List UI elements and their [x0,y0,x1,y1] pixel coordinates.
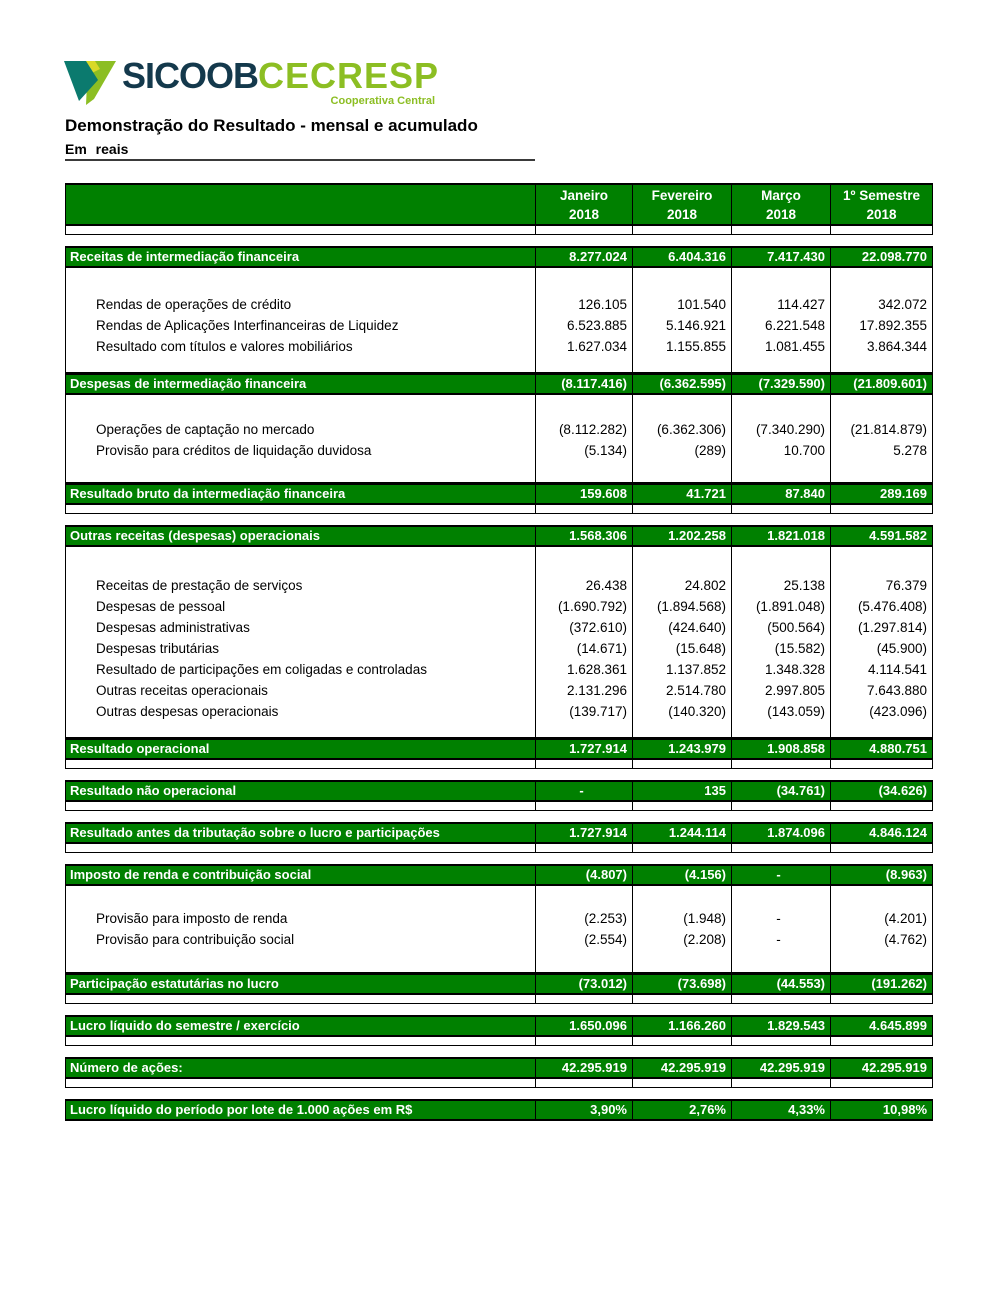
spacer-row [65,226,933,235]
row-label: Despesas de pessoal [96,599,226,614]
brand-cecresp: CECRESP [258,55,440,96]
spacer-row [65,760,933,769]
detail-block-receitas: Rendas de operações de crédito Rendas de Aplicações Interfinanceiras de Liquidez Resultado com títulos e valores mobiliários 126.105 6.523.885 1.627.034 101.540 5.146.921 1.155.855 114.427 6.221.548 1.081.455 342.072 17.892.355 3.864.344 [65,268,933,373]
row-label: Resultado de participações em coligadas e controladas [96,662,427,677]
section-row-outras-receitas-despesas: Outras receitas (despesas) operacionais 1.568.306 1.202.258 1.821.018 4.591.582 [65,525,933,547]
section-row-despesas-intermediacao: Despesas de intermediação financeira (8.117.416) (6.362.595) (7.329.590) (21.809.601) [65,373,933,395]
row-label: Outras receitas operacionais [96,683,268,698]
page-title: Demonstração do Resultado - mensal e acumulado [65,116,478,135]
row-label: Provisão para créditos de liquidação duvidosa [96,443,372,458]
row-label: Rendas de operações de crédito [96,297,292,312]
row-label: Operações de captação no mercado [96,422,315,437]
row-label: Despesas administrativas [96,620,250,635]
spacer-row [65,1037,933,1046]
section-row-imposto-renda: Imposto de renda e contribuição social (4.807) (4.156) - (8.963) [65,864,933,886]
row-label: Rendas de Aplicações Interfinanceiras de Liquidez [96,318,399,333]
sicoob-cecresp-logo [64,55,440,107]
section-row-receitas-intermediacao: Receitas de intermediação financeira 8.277.024 6.404.316 7.417.430 22.098.770 [65,246,933,268]
section-row-lucro-por-lote: Lucro líquido do período por lote de 1.000 ações em R$ 3,90% 2,76% 4,33% 10,98% [65,1099,933,1121]
row-label: Provisão para contribuição social [96,932,295,947]
detail-block-despesas: Operações de captação no mercado Provisão para créditos de liquidação duvidosa (8.112.282) (5.134) (6.362.306) (289) (7.340.290) 10.700 (21.814.879) 5.278 [65,395,933,483]
row-label: Resultado com títulos e valores mobiliários [96,339,353,354]
spacer-row [65,844,933,853]
header-marco: Março 2018 [731,185,830,224]
spacer-row [65,505,933,514]
header-janeiro: Janeiro 2018 [535,185,632,224]
row-label: Provisão para imposto de renda [96,911,288,926]
spacer-row [65,802,933,811]
brand-tagline: Cooperativa Central [330,95,436,107]
sicoob-triangle-icon [64,60,116,106]
header-empty-cell [66,185,535,224]
section-row-resultado-antes-tributacao: Resultado antes da tributação sobre o lucro e participações 1.727.914 1.244.114 1.874.096 4.846.124 [65,822,933,844]
unit-note: Em reais [65,141,129,157]
brand-sicoob: SICOOB [122,55,259,96]
brand-text [122,55,440,107]
section-row-resultado-nao-operacional: Resultado não operacional - 135 (34.761) (34.626) [65,780,933,802]
detail-block-operacionais: Receitas de prestação de serviços Despesas de pessoal Despesas administrativas Despesas tributárias Resultado de participações em coligadas e controladas Outras receitas operacionais Outras despesas operacionais 26.438 (1.690.792) (372.610) (14.671) 1.628.361 2.131.296 (139.717) 24.802 (1.894.568) (424.640) (15.648) 1.137.852 2.514.780 (140.320) 25.138 (1.891.048) (500.564) (15.582) 1.348.328 2.997.805 (143.059) 76.379 (5.476.408) (1.297.814) (45.900) 4.114.541 7.643.880 (423.096) [65,547,933,738]
row-label: Receitas de prestação de serviços [96,578,303,593]
section-row-resultado-bruto: Resultado bruto da intermediação financeira 159.608 41.721 87.840 289.169 [65,483,933,505]
title-underline [65,159,535,161]
section-row-numero-acoes: Número de ações: 42.295.919 42.295.919 42.295.919 42.295.919 [65,1057,933,1079]
table-header-row [65,183,933,226]
section-row-lucro-liquido-semestre: Lucro líquido do semestre / exercício 1.650.096 1.166.260 1.829.543 4.645.899 [65,1015,933,1037]
spacer-row [65,995,933,1004]
header-fevereiro: Fevereiro 2018 [632,185,731,224]
spacer-row [65,1079,933,1088]
income-statement-table [65,183,933,1121]
row-label: Outras despesas operacionais [96,704,279,719]
section-row-resultado-operacional: Resultado operacional 1.727.914 1.243.979 1.908.858 4.880.751 [65,738,933,760]
row-label: Despesas tributárias [96,641,220,656]
header-semestre: 1º Semestre 2018 [830,185,932,224]
section-row-participacao-estatutarias: Participação estatutárias no lucro (73.012) (73.698) (44.553) (191.262) [65,973,933,995]
detail-block-provisoes: Provisão para imposto de renda Provisão para contribuição social (2.253) (2.554) (1.948) (2.208) - - (4.201) (4.762) [65,886,933,973]
